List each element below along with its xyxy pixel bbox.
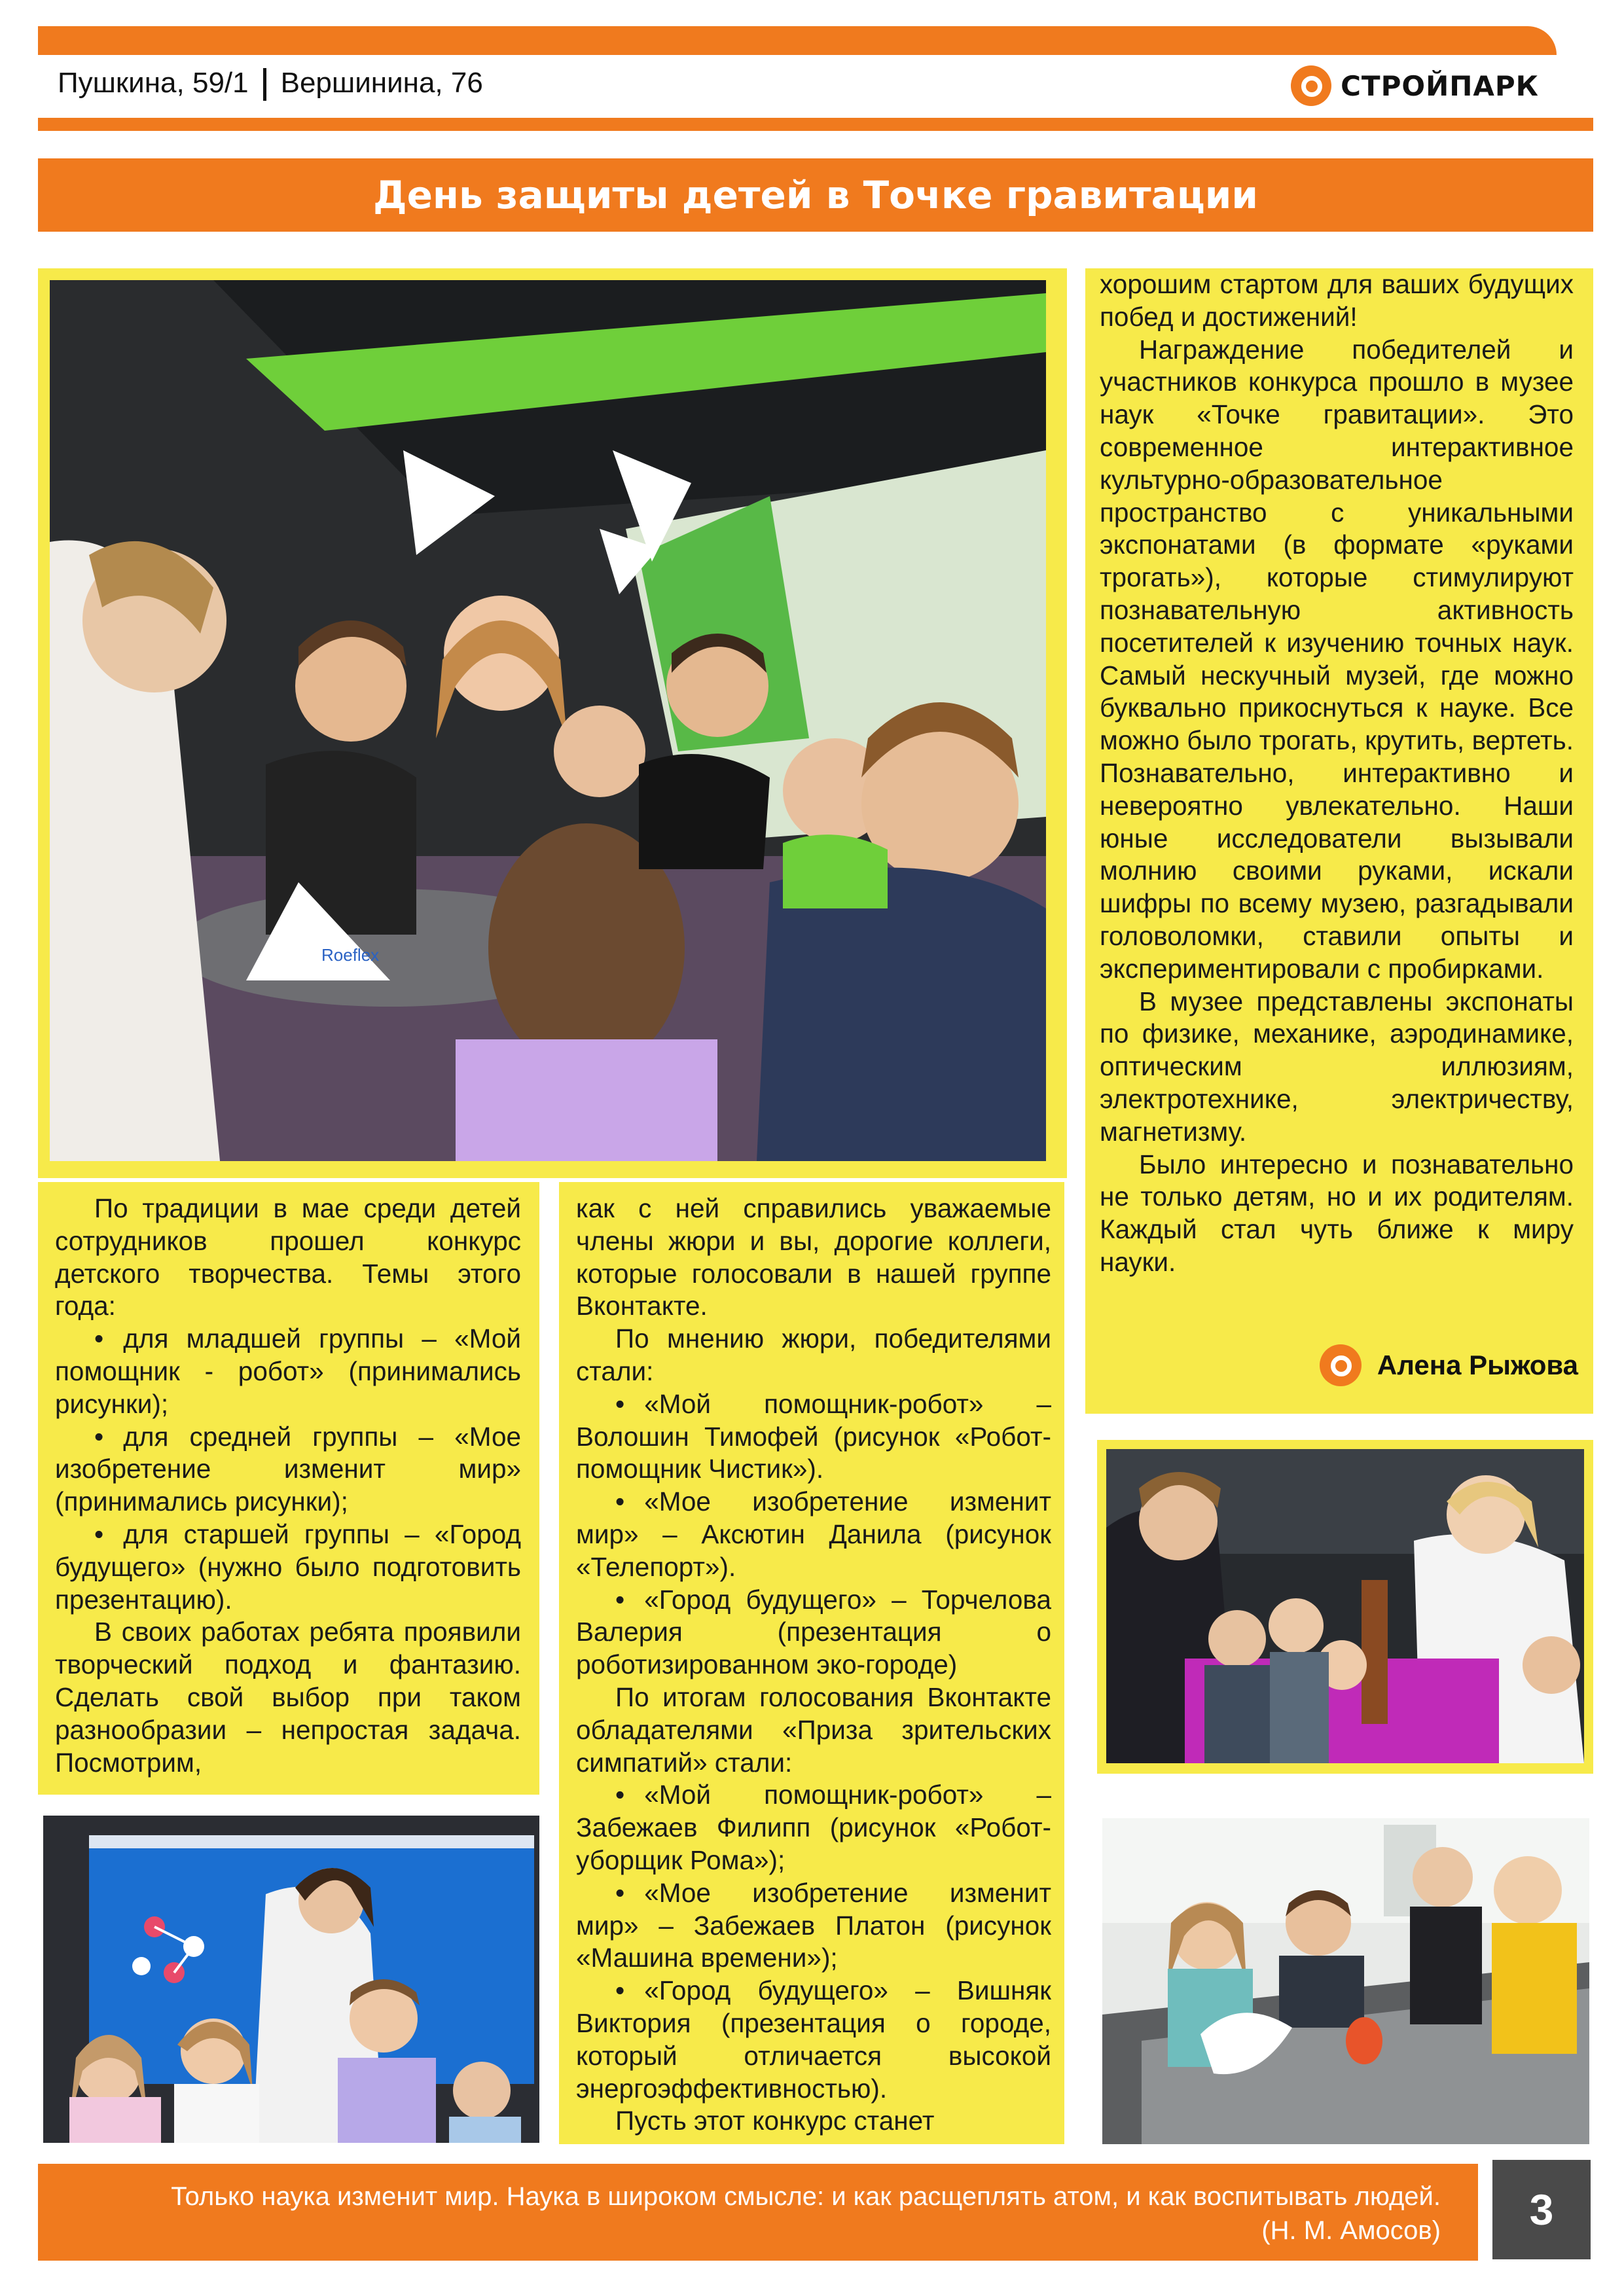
right-text-column — [1085, 268, 1593, 1414]
science-show-photo — [43, 1816, 539, 2143]
header-underline-bar — [38, 118, 1593, 131]
address-pushkina: Пушкина, 59/1 — [58, 67, 249, 99]
bullet-senior-group: • для старшей группы – «Город будущего» (нужно было подготовить презентацию). — [55, 1518, 521, 1616]
audience-winner-city: • «Город будущего» – Вишняк Виктория (презентация о городе, который отличается высокой энергоэффективностью). — [576, 1975, 1051, 2105]
page-title: День защиты детей в Точке гравитации — [372, 173, 1259, 217]
experiment-photo — [1106, 1449, 1584, 1763]
museum-description: Награждение победителей и участников конкурса прошло в музее наук «Точке гравитации». Это современное интерактивное культурно-образовательное пространство с уникальными экспонатами (в формате «руками трогать»), которые стимулируют познавательную активность посетителей к изучению точных наук. Самый нескучный музей, где можно буквально прикоснуться к науке. Все можно было трогать, крутить, вертеть. Познавательно, интерактивно и невероятно увлекательно. Наши юные исследователи вызывали молнию своими руками, искали шифры по всему музею, разгадывали головоломки, ставили опыты и экспериментировали с пробирками. — [1100, 334, 1574, 984]
author-signature — [1320, 1344, 1578, 1386]
jury-intro-continued: как с ней справились уважаемые члены жюри и вы, дорогие коллеги, которые голосовали в нашей группе Вконтакте. — [576, 1193, 1051, 1321]
author-at-icon — [1320, 1344, 1362, 1386]
top-orange-bar — [38, 26, 1557, 55]
logo-at-icon — [1291, 65, 1331, 106]
jury-winner-invention: • «Мое изобретение изменит мир» – Аксютин Данила (рисунок «Телепорт»). — [576, 1486, 1051, 1583]
jury-winners-heading: По мнению жюри, победителями стали: — [576, 1323, 1051, 1386]
closing-wish: Пусть этот конкурс станет — [615, 2106, 935, 2136]
title-banner — [38, 158, 1593, 232]
bullet-middle-group: • для средней группы – «Мое изобретение изменит мир» (принимались рисунки); — [55, 1421, 521, 1518]
stroypark-logo — [1291, 63, 1539, 109]
conclusion-paragraph: Было интересно и познавательно не только детям, но и их родителям. Каждый стал чуть ближе к миру науки. — [1100, 1149, 1574, 1277]
page-number: 3 — [1492, 2160, 1591, 2259]
store-addresses — [58, 67, 483, 101]
intro-paragraph: По традиции в мае среди детей сотрудников прошел конкурс детского творчества. Темы этого года: — [55, 1193, 521, 1321]
audience-winner-invention: • «Мое изобретение изменит мир» – Забежаев Платон (рисунок «Машина времени»); — [576, 1877, 1051, 1975]
quote-text: Только наука изменит мир. Наука в широком смысле: и как расщеплять атом, и как воспитывать людей. — [171, 2182, 1441, 2211]
bullet-junior-group: • для младшей группы – «Мой помощник - робот» (принимались рисунки); — [55, 1323, 521, 1420]
jury-winner-city: • «Город будущего» – Торчелова Валерия (презентация о роботизированном эко-городе) — [576, 1584, 1051, 1681]
lab-photo — [1102, 1818, 1589, 2144]
logo-text: СТРОЙПАРК — [1341, 69, 1539, 102]
exhibits-paragraph: В музее представлены экспонаты по физике, механике, аэродинамике, оптическим иллюзиям, электротехнике, электричеству, магнетизму. — [1100, 986, 1574, 1147]
audience-prize-heading: По итогам голосования Вконтакте обладателями «Приза зрительских симпатий» стали: — [576, 1681, 1051, 1778]
author-name: Алена Рыжова — [1377, 1350, 1578, 1380]
address-vershinina: Вершинина, 76 — [280, 67, 483, 99]
audience-winner-robot: • «Мой помощник-робот» – Забежаев Филипп (рисунок «Робот-уборщик Рома»); — [576, 1779, 1051, 1876]
cone-label: Roeflex — [321, 945, 380, 965]
address-divider — [263, 68, 266, 101]
main-photo — [50, 280, 1046, 1161]
middle-text-column — [559, 1182, 1064, 2144]
footer-quote — [171, 2179, 1441, 2248]
left-text-column — [38, 1182, 539, 1795]
jury-winner-robot: • «Мой помощник-робот» – Волошин Тимофей (рисунок «Робот-помощник Чистик»). — [576, 1388, 1051, 1486]
wish-continued: хорошим стартом для ваших будущих побед и достижений! — [1100, 269, 1574, 332]
quote-author: (Н. М. Амосов) — [1261, 2216, 1441, 2245]
closing-paragraph: В своих работах ребята проявили творческий подход и фантазию. Сделать свой выбор при таком разнообразии – непростая задача. Посмотрим, — [55, 1617, 521, 1778]
